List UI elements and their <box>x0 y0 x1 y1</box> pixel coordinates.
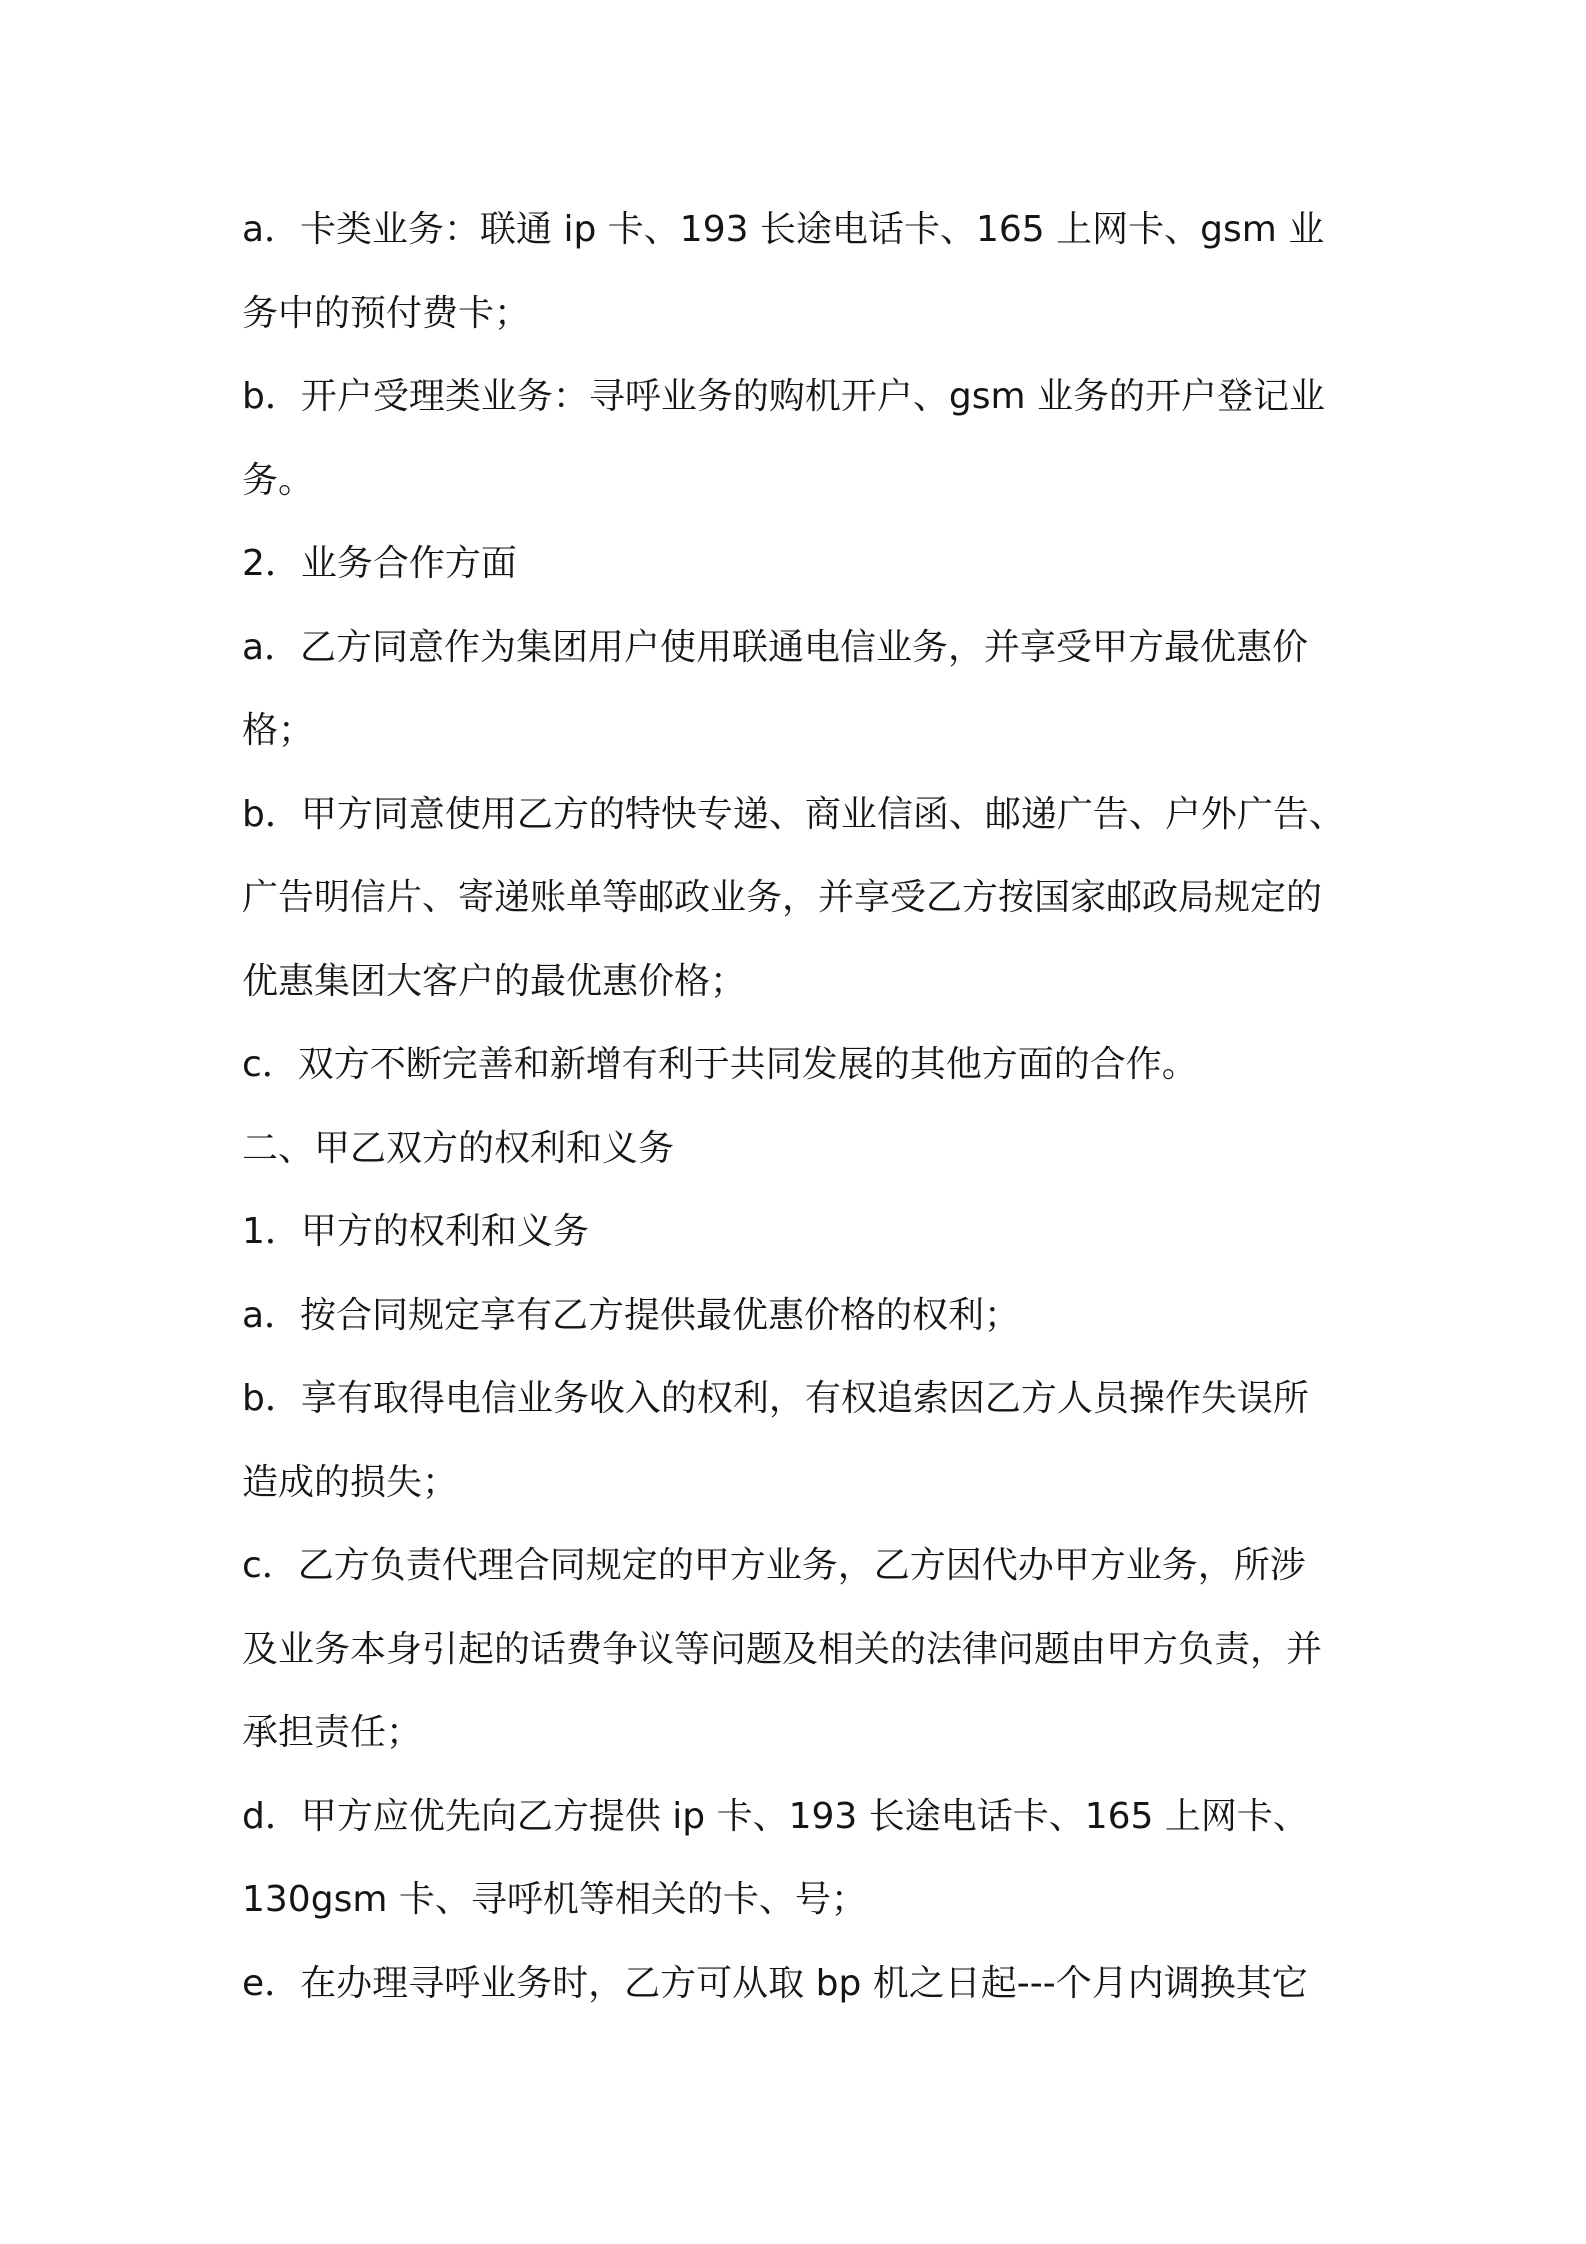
text-line: 务中的预付费卡； <box>242 292 531 334</box>
text-line: a．乙方同意作为集团用户使用联通电信业务，并享受甲方最优惠价 <box>242 626 1309 668</box>
text-line: c．双方不断完善和新增有利于共同发展的其他方面的合作。 <box>242 1044 1198 1085</box>
text-line: b．开户受理类业务：寻呼业务的购机开户、gsm 业务的开户登记业 <box>242 376 1325 417</box>
item-e-pager-exchange <box>242 1942 1436 2026</box>
text-line: 造成的损失； <box>242 1461 459 1503</box>
subheading-party-a-rights <box>242 1190 1436 1274</box>
subheading-business-cooperation <box>242 522 1436 606</box>
text-line: c．乙方负责代理合同规定的甲方业务，乙方因代办甲方业务，所涉 <box>242 1545 1306 1586</box>
item-b-revenue-right <box>242 1357 1436 1524</box>
item-a-card-business <box>242 188 1436 355</box>
text-line: 130gsm 卡、寻呼机等相关的卡、号； <box>242 1879 867 1920</box>
text-line: b．享有取得电信业务收入的权利，有权追索因乙方人员操作失误所 <box>242 1378 1309 1419</box>
text-line: 优惠集团大客户的最优惠价格； <box>242 960 747 1002</box>
text-line: 格； <box>242 710 315 751</box>
section-heading-rights-obligations <box>242 1107 1436 1191</box>
item-d-card-supply <box>242 1775 1436 1942</box>
text-line: 广告明信片、寄递账单等邮政业务，并享受乙方按国家邮政局规定的 <box>242 877 1323 918</box>
section-heading-text: 二、甲乙双方的权利和义务 <box>242 1127 675 1169</box>
text-line: a．按合同规定享有乙方提供最优惠价格的权利； <box>242 1294 1021 1336</box>
subheading-text: 2．业务合作方面 <box>242 543 517 584</box>
item-c-other-cooperation <box>242 1023 1436 1107</box>
text-line: d．甲方应优先向乙方提供 ip 卡、193 长途电话卡、165 上网卡、 <box>242 1795 1309 1837</box>
item-a-preferential-price-right <box>242 1274 1436 1358</box>
item-c-agency-responsibility <box>242 1524 1436 1775</box>
text-line: 务。 <box>242 459 315 501</box>
text-line: e．在办理寻呼业务时，乙方可从取 bp 机之日起---个月内调换其它 <box>242 1962 1308 2004</box>
item-b-account-opening-business <box>242 355 1436 522</box>
item-b-postal-services <box>242 773 1436 1024</box>
text-line: 承担责任； <box>242 1712 423 1753</box>
text-line: a．卡类业务：联通 ip 卡、193 长途电话卡、165 上网卡、gsm 业 <box>242 209 1325 250</box>
item-a-group-user <box>242 606 1436 773</box>
text-line: 及业务本身引起的话费争议等问题及相关的法律问题由甲方负责，并 <box>242 1628 1323 1670</box>
text-line: b．甲方同意使用乙方的特快专递、商业信函、邮递广告、户外广告、 <box>242 793 1345 835</box>
subheading-text: 1．甲方的权利和义务 <box>242 1211 589 1252</box>
